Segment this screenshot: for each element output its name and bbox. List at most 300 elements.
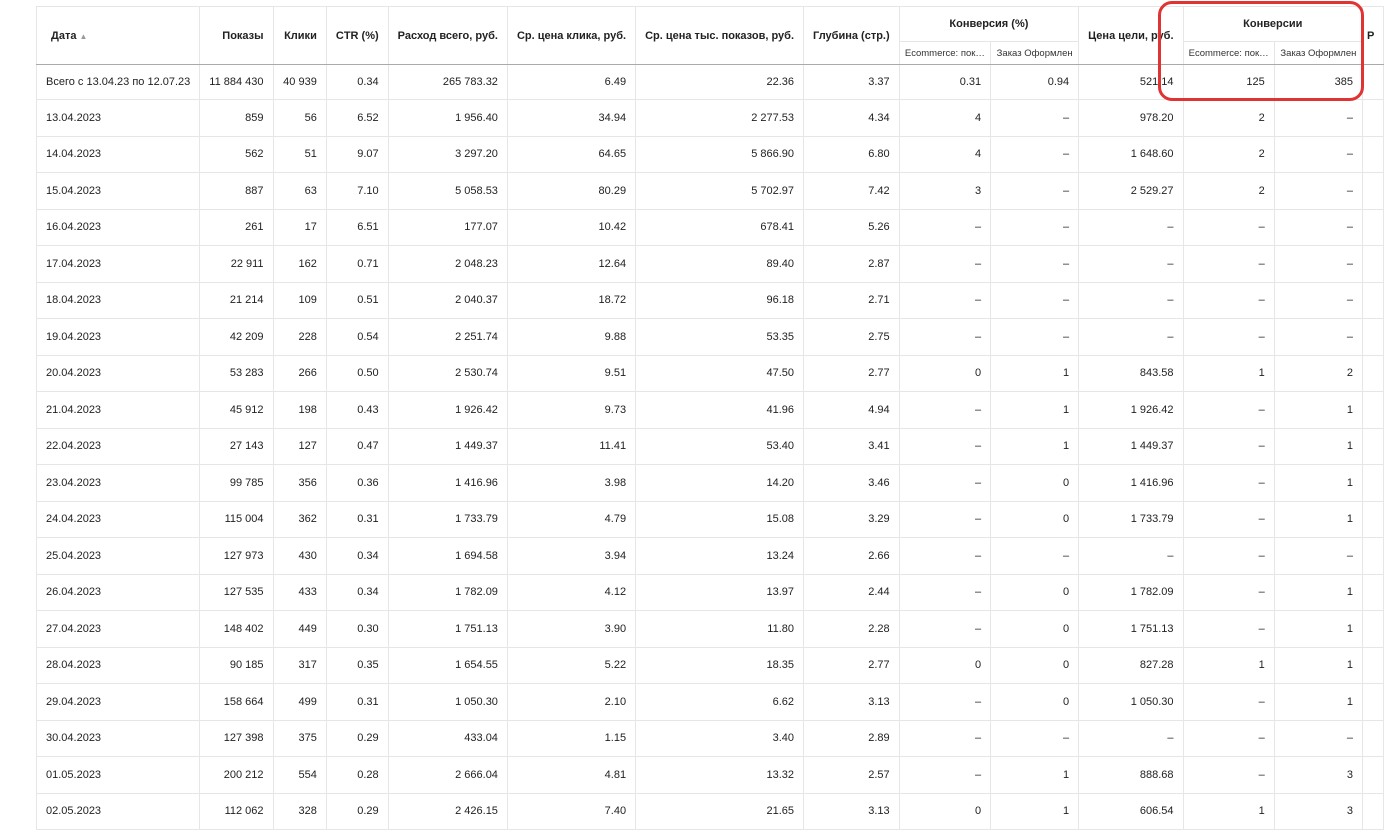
cell-goal-price: 1 648.60: [1079, 136, 1183, 173]
cell-cpc: 9.73: [507, 392, 635, 429]
cell-conv-pct-ecommerce: –: [899, 465, 991, 502]
cell-depth: 2.77: [804, 355, 900, 392]
cell-spend: 1 654.55: [388, 647, 507, 684]
cell-cpc: 3.90: [507, 611, 635, 648]
cell-conversions-ecommerce: 2: [1183, 173, 1274, 210]
totals-shows: 11 884 430: [200, 65, 273, 100]
table-row[interactable]: [37, 100, 1384, 137]
cell-conv-pct-ecommerce: –: [899, 684, 991, 721]
cell-clicks: 449: [273, 611, 326, 648]
cell-conv-pct-order: –: [991, 720, 1079, 757]
cell-depth: 3.46: [804, 465, 900, 502]
cell-cpc: 12.64: [507, 246, 635, 283]
cell-extra: [1363, 720, 1384, 757]
table-row[interactable]: [37, 136, 1384, 173]
cell-goal-price: 1 416.96: [1079, 465, 1183, 502]
cell-date: 29.04.2023: [37, 684, 200, 721]
totals-label: Всего с 13.04.23 по 12.07.23: [37, 65, 200, 100]
header-spend[interactable]: Расход всего, руб.: [388, 7, 507, 65]
cell-clicks: 127: [273, 428, 326, 465]
cell-conv-pct-ecommerce: 3: [899, 173, 991, 210]
cell-depth: 6.80: [804, 136, 900, 173]
cell-conversions-ecommerce: –: [1183, 757, 1274, 794]
cell-goal-price: 978.20: [1079, 100, 1183, 137]
cell-extra: [1363, 757, 1384, 794]
cell-cpm: 11.80: [636, 611, 804, 648]
cell-conversions-order: 1: [1274, 501, 1362, 538]
cell-date: 13.04.2023: [37, 100, 200, 137]
cell-conv-pct-ecommerce: –: [899, 319, 991, 356]
cell-clicks: 17: [273, 209, 326, 246]
totals-spend: 265 783.32: [388, 65, 507, 100]
header-goal-price[interactable]: Цена цели, руб.: [1079, 7, 1183, 65]
table-row[interactable]: [37, 173, 1384, 210]
totals-cpc: 6.49: [507, 65, 635, 100]
cell-cpc: 34.94: [507, 100, 635, 137]
cell-conv-pct-order: –: [991, 319, 1079, 356]
header-cpm[interactable]: Ср. цена тыс. показов, руб.: [636, 7, 804, 65]
cell-shows: 200 212: [200, 757, 273, 794]
cell-goal-price: 606.54: [1079, 793, 1183, 830]
table-row[interactable]: [37, 611, 1384, 648]
header-date-label: Дата: [51, 29, 77, 42]
cell-date: 17.04.2023: [37, 246, 200, 283]
cell-conversions-ecommerce: –: [1183, 392, 1274, 429]
cell-clicks: 317: [273, 647, 326, 684]
cell-shows: 21 214: [200, 282, 273, 319]
cell-extra: [1363, 611, 1384, 648]
cell-conversions-order: –: [1274, 100, 1362, 137]
cell-cpm: 2 277.53: [636, 100, 804, 137]
cell-date: 22.04.2023: [37, 428, 200, 465]
cell-shows: 148 402: [200, 611, 273, 648]
cell-clicks: 362: [273, 501, 326, 538]
cell-conv-pct-order: 0: [991, 501, 1079, 538]
cell-conversions-ecommerce: –: [1183, 574, 1274, 611]
cell-ctr: 0.35: [326, 647, 388, 684]
header-conversions-order[interactable]: Заказ Оформлен: [1274, 42, 1362, 65]
cell-conv-pct-order: 1: [991, 392, 1079, 429]
cell-ctr: 9.07: [326, 136, 388, 173]
cell-conv-pct-order: 0: [991, 684, 1079, 721]
cell-extra: [1363, 355, 1384, 392]
cell-spend: 1 751.13: [388, 611, 507, 648]
table-row[interactable]: [37, 501, 1384, 538]
cell-depth: 2.57: [804, 757, 900, 794]
cell-date: 23.04.2023: [37, 465, 200, 502]
cell-ctr: 0.34: [326, 574, 388, 611]
cell-cpc: 9.88: [507, 319, 635, 356]
cell-conversions-ecommerce: –: [1183, 538, 1274, 575]
header-conversions-ecommerce[interactable]: Ecommerce: пок…: [1183, 42, 1274, 65]
cell-conv-pct-ecommerce: –: [899, 538, 991, 575]
cell-cpc: 1.15: [507, 720, 635, 757]
cell-shows: 115 004: [200, 501, 273, 538]
cell-conv-pct-ecommerce: –: [899, 428, 991, 465]
cell-depth: 2.89: [804, 720, 900, 757]
cell-clicks: 433: [273, 574, 326, 611]
report-table: [36, 6, 1384, 830]
totals-row: [37, 65, 1384, 100]
cell-clicks: 499: [273, 684, 326, 721]
cell-conversions-ecommerce: 2: [1183, 100, 1274, 137]
cell-spend: 2 048.23: [388, 246, 507, 283]
cell-depth: 2.71: [804, 282, 900, 319]
table-row[interactable]: [37, 319, 1384, 356]
cell-ctr: 0.36: [326, 465, 388, 502]
cell-conv-pct-ecommerce: –: [899, 611, 991, 648]
header-conversions[interactable]: Конверсии: [1183, 7, 1362, 42]
cell-ctr: 7.10: [326, 173, 388, 210]
cell-cpm: 13.24: [636, 538, 804, 575]
cell-extra: [1363, 465, 1384, 502]
header-conversion-pct[interactable]: Конверсия (%): [899, 7, 1078, 42]
cell-spend: 2 251.74: [388, 319, 507, 356]
totals-clicks: 40 939: [273, 65, 326, 100]
cell-cpm: 13.97: [636, 574, 804, 611]
header-cpc[interactable]: Ср. цена клика, руб.: [507, 7, 635, 65]
cell-depth: 2.66: [804, 538, 900, 575]
cell-cpm: 41.96: [636, 392, 804, 429]
cell-conversions-ecommerce: 1: [1183, 355, 1274, 392]
cell-goal-price: 827.28: [1079, 647, 1183, 684]
cell-spend: 5 058.53: [388, 173, 507, 210]
cell-conv-pct-order: 0: [991, 647, 1079, 684]
cell-spend: 1 733.79: [388, 501, 507, 538]
table-row[interactable]: [37, 392, 1384, 429]
cell-ctr: 0.54: [326, 319, 388, 356]
cell-conv-pct-order: 1: [991, 355, 1079, 392]
cell-clicks: 51: [273, 136, 326, 173]
cell-conv-pct-ecommerce: –: [899, 720, 991, 757]
cell-conv-pct-ecommerce: –: [899, 246, 991, 283]
cell-conv-pct-order: –: [991, 100, 1079, 137]
cell-depth: 4.34: [804, 100, 900, 137]
cell-shows: 859: [200, 100, 273, 137]
cell-shows: 127 973: [200, 538, 273, 575]
cell-shows: 562: [200, 136, 273, 173]
cell-depth: 2.75: [804, 319, 900, 356]
cell-clicks: 63: [273, 173, 326, 210]
cell-shows: 99 785: [200, 465, 273, 502]
totals-conversions-ecommerce: 125: [1183, 65, 1274, 100]
cell-cpc: 18.72: [507, 282, 635, 319]
cell-ctr: 0.71: [326, 246, 388, 283]
cell-depth: 3.41: [804, 428, 900, 465]
table-row[interactable]: [37, 355, 1384, 392]
totals-conversions-order: 385: [1274, 65, 1362, 100]
table-row[interactable]: [37, 246, 1384, 283]
cell-spend: 2 040.37: [388, 282, 507, 319]
cell-goal-price: 843.58: [1079, 355, 1183, 392]
table-body: [37, 100, 1384, 830]
table-row[interactable]: [37, 574, 1384, 611]
cell-conv-pct-order: 0: [991, 574, 1079, 611]
cell-conversions-ecommerce: –: [1183, 465, 1274, 502]
cell-depth: 4.94: [804, 392, 900, 429]
cell-ctr: 0.29: [326, 793, 388, 830]
cell-spend: 2 666.04: [388, 757, 507, 794]
cell-conversions-order: 1: [1274, 392, 1362, 429]
header-date[interactable]: [37, 7, 200, 65]
cell-spend: 2 426.15: [388, 793, 507, 830]
cell-conv-pct-ecommerce: –: [899, 757, 991, 794]
table-row[interactable]: [37, 465, 1384, 502]
cell-conversions-order: –: [1274, 538, 1362, 575]
cell-cpc: 4.12: [507, 574, 635, 611]
cell-conversions-order: –: [1274, 282, 1362, 319]
table-row[interactable]: [37, 209, 1384, 246]
cell-extra: [1363, 574, 1384, 611]
cell-depth: 3.13: [804, 684, 900, 721]
cell-goal-price: 2 529.27: [1079, 173, 1183, 210]
cell-spend: 1 050.30: [388, 684, 507, 721]
header-shows[interactable]: Показы: [200, 7, 273, 65]
cell-spend: 1 926.42: [388, 392, 507, 429]
cell-spend: 1 449.37: [388, 428, 507, 465]
cell-conv-pct-ecommerce: –: [899, 392, 991, 429]
table-row[interactable]: [37, 684, 1384, 721]
cell-extra: [1363, 501, 1384, 538]
cell-date: 20.04.2023: [37, 355, 200, 392]
totals-cpm: 22.36: [636, 65, 804, 100]
cell-conversions-ecommerce: 1: [1183, 647, 1274, 684]
cell-conv-pct-ecommerce: 0: [899, 647, 991, 684]
header-conv-pct-ecommerce[interactable]: Ecommerce: пок…: [899, 42, 991, 65]
cell-conv-pct-ecommerce: 0: [899, 793, 991, 830]
cell-goal-price: –: [1079, 319, 1183, 356]
cell-extra: [1363, 647, 1384, 684]
cell-shows: 112 062: [200, 793, 273, 830]
cell-extra: [1363, 392, 1384, 429]
sort-asc-icon[interactable]: ▲: [79, 31, 88, 41]
cell-date: 01.05.2023: [37, 757, 200, 794]
cell-date: 15.04.2023: [37, 173, 200, 210]
cell-conversions-ecommerce: –: [1183, 428, 1274, 465]
cell-conversions-order: 2: [1274, 355, 1362, 392]
cell-ctr: 6.52: [326, 100, 388, 137]
cell-date: 18.04.2023: [37, 282, 200, 319]
cell-goal-price: –: [1079, 538, 1183, 575]
cell-clicks: 554: [273, 757, 326, 794]
cell-ctr: 0.28: [326, 757, 388, 794]
cell-shows: 158 664: [200, 684, 273, 721]
cell-extra: [1363, 246, 1384, 283]
cell-depth: 2.77: [804, 647, 900, 684]
cell-goal-price: 1 782.09: [1079, 574, 1183, 611]
cell-ctr: 0.34: [326, 538, 388, 575]
cell-conversions-order: 1: [1274, 684, 1362, 721]
cell-date: 16.04.2023: [37, 209, 200, 246]
cell-clicks: 228: [273, 319, 326, 356]
cell-shows: 45 912: [200, 392, 273, 429]
cell-shows: 887: [200, 173, 273, 210]
cell-date: 21.04.2023: [37, 392, 200, 429]
cell-conv-pct-order: 0: [991, 611, 1079, 648]
cell-conversions-ecommerce: –: [1183, 319, 1274, 356]
cell-cpm: 678.41: [636, 209, 804, 246]
cell-goal-price: 888.68: [1079, 757, 1183, 794]
cell-extra: [1363, 173, 1384, 210]
cell-goal-price: –: [1079, 246, 1183, 283]
cell-conversions-ecommerce: –: [1183, 611, 1274, 648]
cell-conversions-ecommerce: –: [1183, 282, 1274, 319]
cell-date: 02.05.2023: [37, 793, 200, 830]
cell-conv-pct-order: –: [991, 209, 1079, 246]
cell-depth: 2.28: [804, 611, 900, 648]
cell-conversions-order: –: [1274, 319, 1362, 356]
cell-depth: 2.87: [804, 246, 900, 283]
table-row[interactable]: [37, 757, 1384, 794]
totals-depth: 3.37: [804, 65, 900, 100]
cell-spend: 2 530.74: [388, 355, 507, 392]
cell-ctr: 0.51: [326, 282, 388, 319]
cell-extra: [1363, 100, 1384, 137]
cell-cpm: 53.35: [636, 319, 804, 356]
cell-cpc: 4.81: [507, 757, 635, 794]
cell-date: 28.04.2023: [37, 647, 200, 684]
cell-clicks: 266: [273, 355, 326, 392]
table-row[interactable]: [37, 793, 1384, 830]
cell-shows: 42 209: [200, 319, 273, 356]
cell-cpm: 53.40: [636, 428, 804, 465]
header-depth[interactable]: Глубина (стр.): [804, 7, 900, 65]
table-row[interactable]: [37, 538, 1384, 575]
cell-ctr: 0.47: [326, 428, 388, 465]
cell-conv-pct-ecommerce: –: [899, 209, 991, 246]
cell-conversions-order: –: [1274, 720, 1362, 757]
cell-shows: 53 283: [200, 355, 273, 392]
cell-cpm: 89.40: [636, 246, 804, 283]
cell-conv-pct-order: 0: [991, 465, 1079, 502]
cell-goal-price: 1 050.30: [1079, 684, 1183, 721]
cell-goal-price: 1 926.42: [1079, 392, 1183, 429]
cell-conv-pct-order: –: [991, 282, 1079, 319]
cell-date: 24.04.2023: [37, 501, 200, 538]
cell-conv-pct-ecommerce: 4: [899, 136, 991, 173]
header-clicks[interactable]: Клики: [273, 7, 326, 65]
cell-shows: 90 185: [200, 647, 273, 684]
cell-date: 25.04.2023: [37, 538, 200, 575]
cell-conversions-order: 1: [1274, 428, 1362, 465]
totals-ctr: 0.34: [326, 65, 388, 100]
cell-depth: 3.29: [804, 501, 900, 538]
cell-date: 30.04.2023: [37, 720, 200, 757]
cell-cpc: 5.22: [507, 647, 635, 684]
cell-conversions-order: –: [1274, 173, 1362, 210]
cell-cpc: 3.94: [507, 538, 635, 575]
cell-conv-pct-ecommerce: 4: [899, 100, 991, 137]
table-row[interactable]: [37, 647, 1384, 684]
table-row[interactable]: [37, 428, 1384, 465]
cell-clicks: 375: [273, 720, 326, 757]
totals-conv-order: 0.94: [991, 65, 1079, 100]
cell-date: 26.04.2023: [37, 574, 200, 611]
cell-clicks: 328: [273, 793, 326, 830]
header-ctr[interactable]: CTR (%): [326, 7, 388, 65]
cell-conversions-ecommerce: –: [1183, 246, 1274, 283]
cell-conversions-order: 1: [1274, 647, 1362, 684]
cell-clicks: 198: [273, 392, 326, 429]
cell-clicks: 162: [273, 246, 326, 283]
cell-cpc: 7.40: [507, 793, 635, 830]
cell-conv-pct-order: –: [991, 246, 1079, 283]
cell-cpm: 21.65: [636, 793, 804, 830]
cell-conversions-ecommerce: –: [1183, 501, 1274, 538]
totals-conv-ecommerce: 0.31: [899, 65, 991, 100]
cell-conversions-order: –: [1274, 209, 1362, 246]
cell-conv-pct-ecommerce: –: [899, 501, 991, 538]
cell-goal-price: 1 449.37: [1079, 428, 1183, 465]
table-row[interactable]: [37, 282, 1384, 319]
cell-conversions-ecommerce: –: [1183, 720, 1274, 757]
header-extra[interactable]: Р: [1363, 7, 1384, 65]
cell-clicks: 56: [273, 100, 326, 137]
cell-conversions-ecommerce: 1: [1183, 793, 1274, 830]
header-conv-pct-order[interactable]: Заказ Оформлен: [991, 42, 1079, 65]
cell-cpc: 3.98: [507, 465, 635, 502]
cell-extra: [1363, 538, 1384, 575]
cell-conv-pct-order: –: [991, 173, 1079, 210]
cell-ctr: 0.50: [326, 355, 388, 392]
cell-shows: 27 143: [200, 428, 273, 465]
cell-clicks: 109: [273, 282, 326, 319]
cell-depth: 7.42: [804, 173, 900, 210]
cell-date: 19.04.2023: [37, 319, 200, 356]
cell-spend: 1 416.96: [388, 465, 507, 502]
cell-shows: 22 911: [200, 246, 273, 283]
cell-goal-price: 1 733.79: [1079, 501, 1183, 538]
cell-ctr: 0.29: [326, 720, 388, 757]
cell-cpm: 15.08: [636, 501, 804, 538]
cell-cpm: 18.35: [636, 647, 804, 684]
cell-depth: 5.26: [804, 209, 900, 246]
cell-extra: [1363, 684, 1384, 721]
cell-conv-pct-order: –: [991, 136, 1079, 173]
totals-goal-price: 521.14: [1079, 65, 1183, 100]
cell-clicks: 356: [273, 465, 326, 502]
cell-extra: [1363, 793, 1384, 830]
cell-cpc: 4.79: [507, 501, 635, 538]
cell-conversions-order: 1: [1274, 465, 1362, 502]
cell-ctr: 0.43: [326, 392, 388, 429]
cell-goal-price: –: [1079, 720, 1183, 757]
cell-cpc: 11.41: [507, 428, 635, 465]
cell-cpm: 3.40: [636, 720, 804, 757]
cell-ctr: 0.31: [326, 501, 388, 538]
cell-cpm: 6.62: [636, 684, 804, 721]
cell-cpc: 64.65: [507, 136, 635, 173]
table-row[interactable]: [37, 720, 1384, 757]
cell-spend: 433.04: [388, 720, 507, 757]
cell-ctr: 0.31: [326, 684, 388, 721]
cell-cpm: 14.20: [636, 465, 804, 502]
cell-conversions-ecommerce: 2: [1183, 136, 1274, 173]
cell-depth: 3.13: [804, 793, 900, 830]
cell-conversions-order: 1: [1274, 611, 1362, 648]
cell-conversions-order: –: [1274, 246, 1362, 283]
cell-spend: 3 297.20: [388, 136, 507, 173]
cell-spend: 1 694.58: [388, 538, 507, 575]
totals-extra: [1363, 65, 1384, 100]
cell-spend: 1 782.09: [388, 574, 507, 611]
cell-goal-price: –: [1079, 282, 1183, 319]
cell-cpc: 10.42: [507, 209, 635, 246]
cell-cpm: 47.50: [636, 355, 804, 392]
cell-conversions-ecommerce: –: [1183, 684, 1274, 721]
cell-conv-pct-ecommerce: –: [899, 282, 991, 319]
cell-cpm: 13.32: [636, 757, 804, 794]
